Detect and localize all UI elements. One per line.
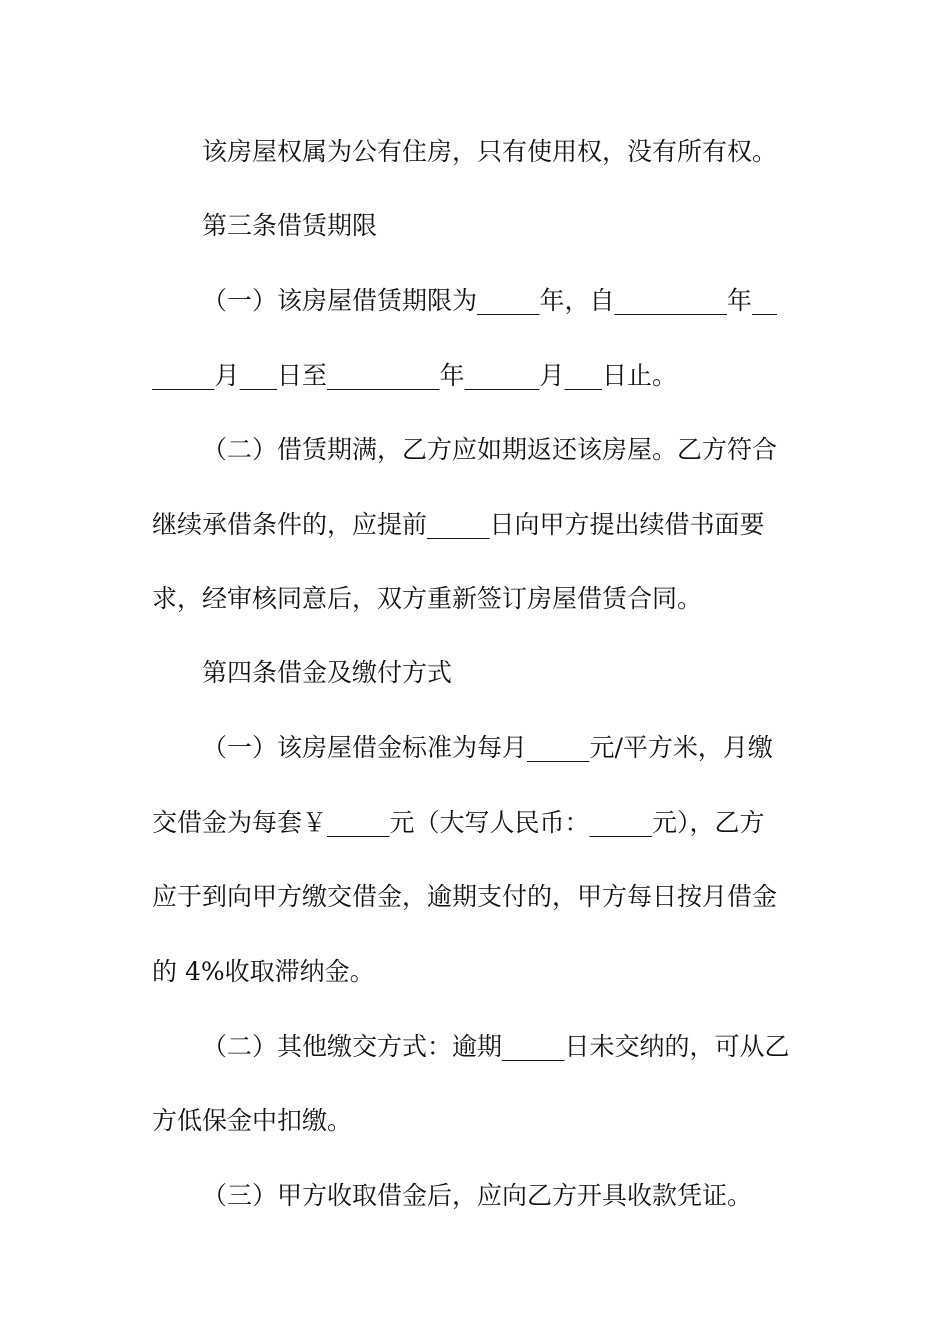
paragraph-line: （二）其他缴交方式：逾期_____日未交纳的，可从乙 (202, 1032, 790, 1061)
paragraph-line: 的 4%收取滞纳金。 (152, 957, 375, 986)
paragraph-line: 交借金为每套￥_____元（大写人民币：_____元），乙方 (152, 808, 765, 837)
paragraph-line: （三）甲方收取借金后，应向乙方开具收款凭证。 (202, 1181, 753, 1210)
section-heading: 第三条借赁期限 (202, 211, 378, 240)
paragraph-line: 求，经审核同意后，双方重新签订房屋借赁合同。 (152, 584, 703, 613)
paragraph-line: （二）借赁期满，乙方应如期返还该房屋。乙方符合 (202, 435, 778, 464)
paragraph-line: 该房屋权属为公有住房，只有使用权，没有所有权。 (202, 137, 778, 166)
paragraph-line: 继续承借条件的，应提前_____日向甲方提出续借书面要 (152, 510, 765, 539)
paragraph-line: _____月___日至_________年______月___日止。 (152, 361, 678, 390)
paragraph-line: 应于到向甲方缴交借金，逾期支付的，甲方每日按月借金 (152, 882, 778, 911)
paragraph-line: 方低保金中扣缴。 (152, 1106, 353, 1135)
paragraph-line: （一）该房屋借金标准为每月_____元/平方米，月缴 (202, 733, 773, 762)
paragraph-line: （一）该房屋借赁期限为_____年，自_________年__ (202, 286, 778, 315)
section-heading: 第四条借金及缴付方式 (202, 658, 453, 687)
